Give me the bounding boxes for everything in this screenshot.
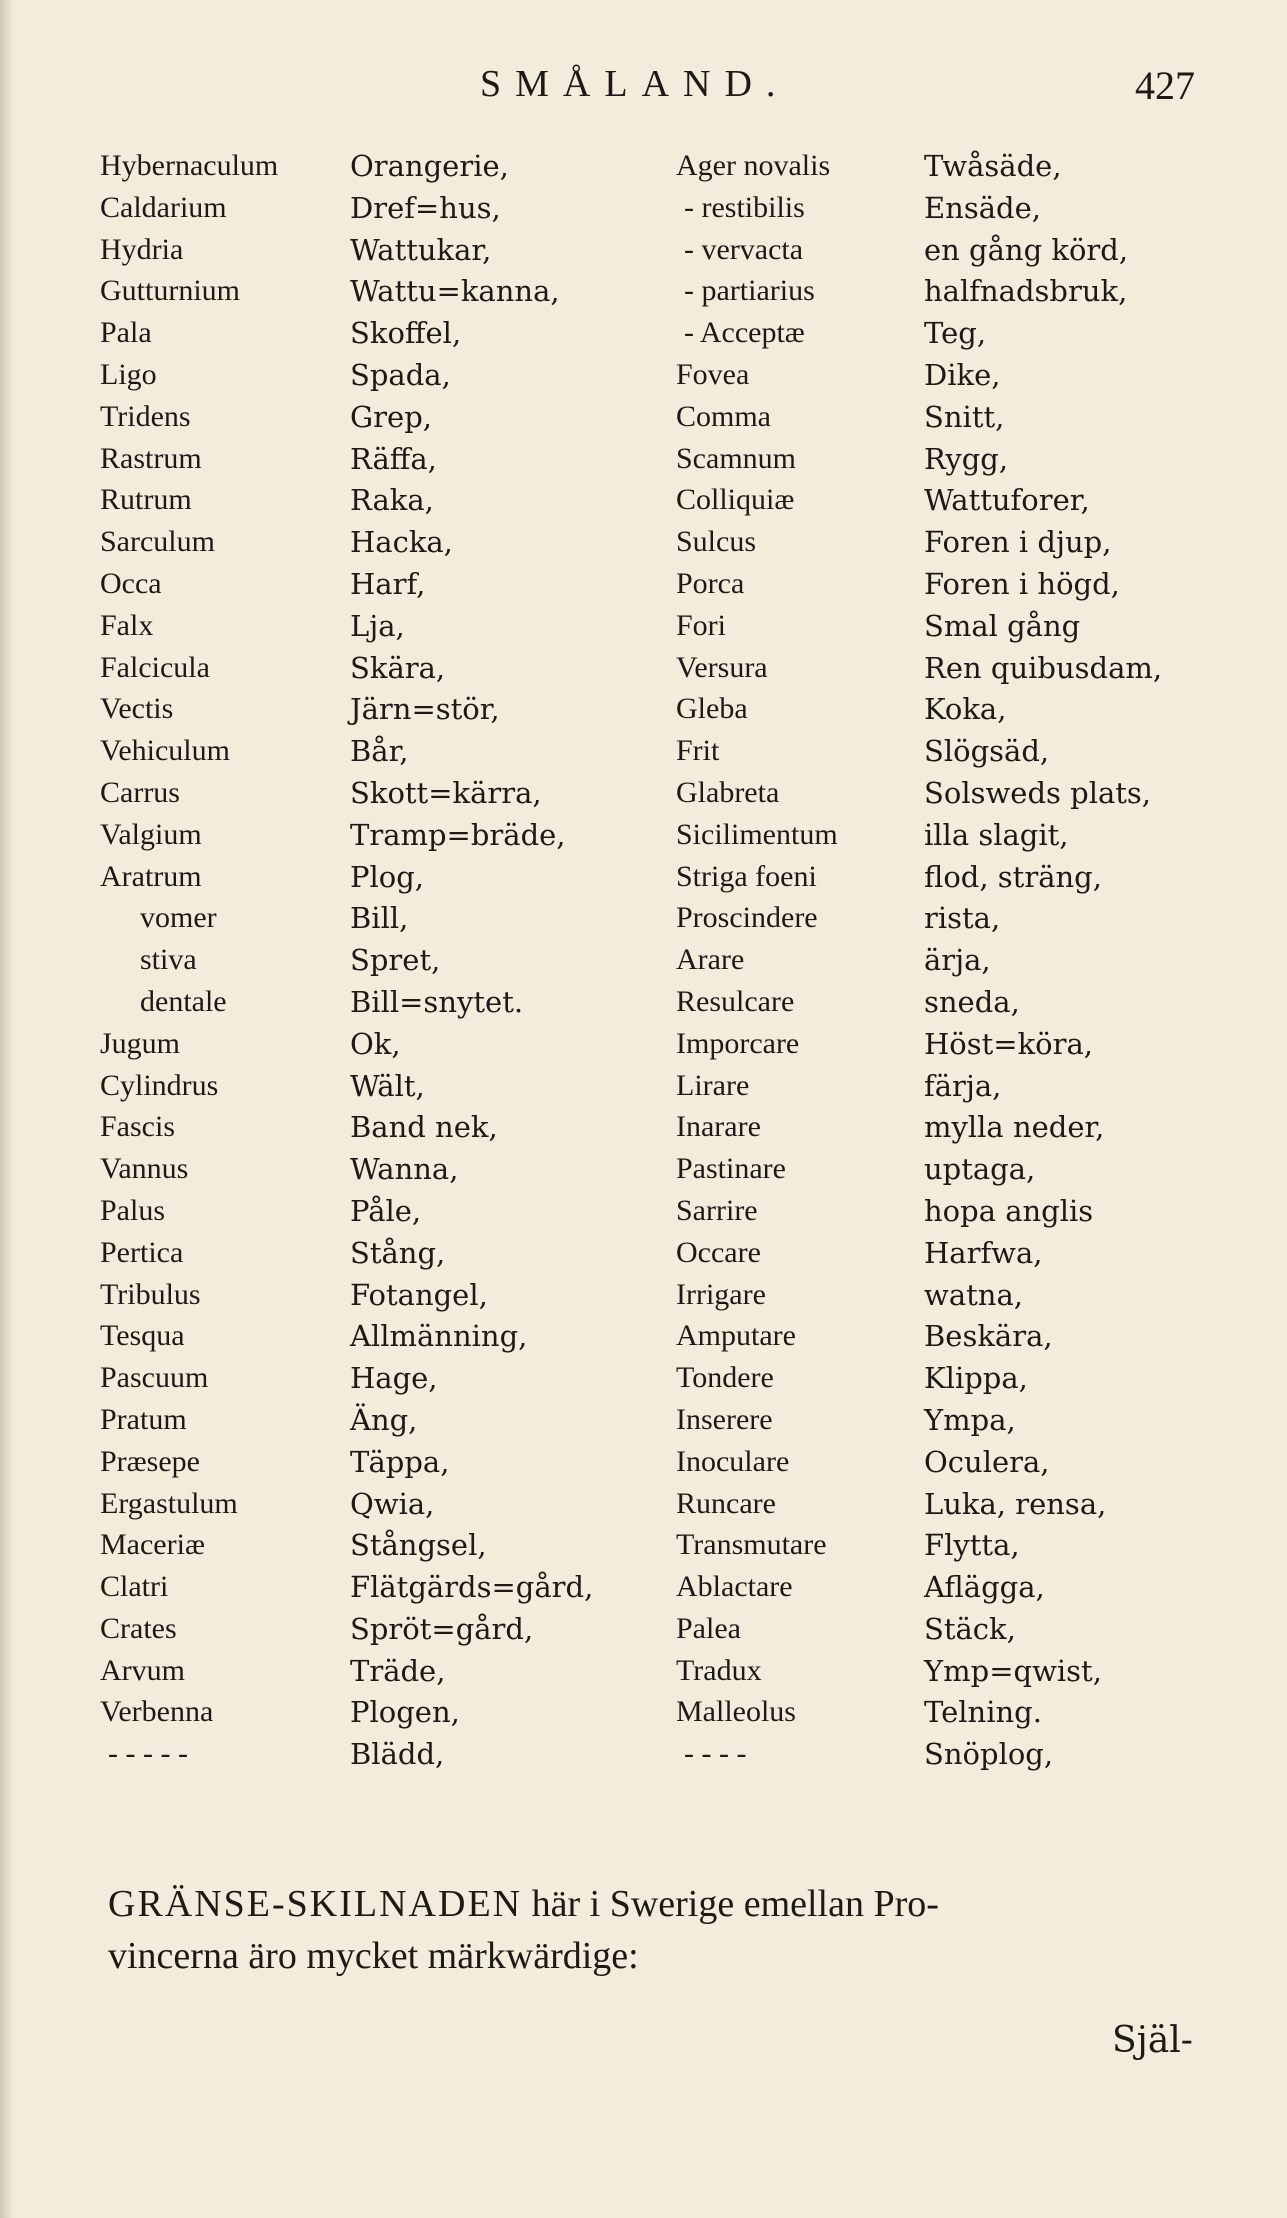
latin-term: - - - - [684,1737,747,1771]
swedish-term: illa slagit, [924,817,1069,852]
vocabulary-row [676,773,1256,815]
latin-term: - Acceptæ [684,316,805,350]
vocabulary-row [676,1400,1256,1442]
vocabulary-row [676,522,1256,564]
swedish-term: Bår, [350,734,409,769]
swedish-term: Smal gång [924,608,1081,643]
latin-term: Transmutare [676,1528,827,1562]
latin-term: Palea [676,1611,741,1645]
vocabulary-row [676,1149,1256,1191]
swedish-term: Klippa, [924,1361,1028,1396]
swedish-term: Oculera, [924,1444,1050,1479]
latin-term: Vannus [100,1152,189,1186]
latin-term: Vehiculum [100,734,230,768]
swedish-term: Hacka, [350,525,453,560]
latin-term: Clatri [100,1570,169,1604]
swedish-term: uptaga, [924,1152,1036,1187]
vocabulary-row [100,355,660,397]
latin-term: Falcicula [100,650,210,684]
swedish-term: Beskära, [924,1319,1053,1354]
latin-term: Carrus [100,775,180,809]
swedish-term: Blädd, [350,1737,445,1772]
vocabulary-row [100,1525,660,1567]
latin-term: Pascuum [100,1361,209,1395]
latin-term: Striga foeni [676,859,817,893]
vocabulary-row [676,982,1256,1024]
vocabulary-row [676,1316,1256,1358]
vocabulary-row [676,480,1256,522]
swedish-term: Plogen, [350,1695,460,1730]
swedish-term: Allmänning, [350,1319,528,1354]
latin-term: Proscindere [676,901,818,935]
vocabulary-row [676,313,1256,355]
vocabulary-row [676,439,1256,481]
swedish-term: Ren quibusdam, [924,650,1163,685]
swedish-term: Aflägga, [924,1570,1045,1605]
swedish-term: Ok, [350,1026,401,1061]
vocabulary-row [100,1442,660,1484]
latin-term: Fovea [676,357,750,391]
latin-term: Hybernaculum [100,149,279,182]
swedish-term: Harfwa, [924,1235,1043,1270]
vocabulary-row [100,940,660,982]
latin-term: Caldarium [100,190,227,224]
vocabulary-row [100,480,660,522]
swedish-term: Raka, [350,483,434,518]
latin-term: - partiarius [684,274,815,308]
latin-term: Pastinare [676,1152,786,1186]
latin-term: Crates [100,1611,177,1645]
latin-term: Arvum [100,1653,185,1687]
swedish-term: Solsweds plats, [924,775,1152,810]
latin-term: Aratrum [100,859,202,893]
vocabulary-row [100,773,660,815]
swedish-term: mylla neder, [924,1110,1105,1145]
latin-term: Ergastulum [100,1486,238,1520]
swedish-term: en gång körd, [924,232,1129,267]
swedish-term: Snitt, [924,399,1005,434]
latin-term: Pratum [100,1402,187,1436]
swedish-term: Dike, [924,357,1001,392]
latin-term: Glabreta [676,775,780,809]
swedish-term: Wattuforer, [924,483,1090,518]
vocabulary-row [676,1484,1256,1526]
vocabulary-row [100,1275,660,1317]
vocabulary-row [676,1525,1256,1567]
swedish-term: Foren i högd, [924,566,1120,601]
paragraph-line-2: vincerna äro mycket märkwärdige: [108,1935,639,1977]
page-number: 427 [1135,63,1195,108]
catchword: Själ- [1112,2020,1193,2061]
vocabulary-row [100,146,660,188]
vocabulary-row [676,1024,1256,1066]
vocabulary-row [100,1651,660,1693]
vocabulary-row [676,1275,1256,1317]
swedish-term: Skära, [350,650,446,685]
vocabulary-row [100,815,660,857]
swedish-term: Qwia, [350,1486,435,1521]
vocabulary-row [676,271,1256,313]
latin-term: Valgium [100,817,202,851]
latin-term: Lirare [676,1068,750,1102]
vocabulary-row [676,940,1256,982]
vocabulary-row [676,1442,1256,1484]
vocabulary-row [676,230,1256,272]
latin-term: Occare [676,1235,761,1269]
vocabulary-row [676,1567,1256,1609]
swedish-term: Tramp=bräde, [350,817,566,852]
vocabulary-row [676,815,1256,857]
vocabulary-row [676,689,1256,731]
latin-term: Sulcus [676,525,757,559]
swedish-term: Stångsel, [350,1528,487,1563]
latin-term: Rastrum [100,441,202,475]
vocabulary-row [100,1066,660,1108]
latin-term: Vectis [100,692,174,726]
vocabulary-row [676,397,1256,439]
swedish-term: Träde, [350,1653,446,1688]
vocabulary-row [100,397,660,439]
latin-term: vomer [140,901,217,935]
vocabulary-row [676,1107,1256,1149]
latin-term: Amputare [676,1319,796,1353]
latin-term: Frit [676,734,720,768]
vocabulary-row [676,606,1256,648]
vocabulary-row [100,1149,660,1191]
vocabulary-row [100,1484,660,1526]
vocabulary-row [676,1609,1256,1651]
vocabulary-row [676,564,1256,606]
swedish-term: rista, [924,901,1001,936]
swedish-term: ärja, [924,943,991,978]
latin-term: Ablactare [676,1570,793,1604]
latin-term: Fori [676,608,727,642]
vocabulary-row [100,1024,660,1066]
vocabulary-row [100,689,660,731]
vocabulary-row [676,188,1256,230]
vocabulary-row [676,1191,1256,1233]
latin-term: Colliquiæ [676,483,795,517]
swedish-term: Twåsäde, [924,149,1062,183]
swedish-term: färja, [924,1068,1002,1103]
vocabulary-row [100,564,660,606]
latin-term: - restibilis [684,190,805,224]
vocabulary-row [100,1316,660,1358]
vocabulary-row [100,1609,660,1651]
latin-term: Runcare [676,1486,776,1520]
swedish-term: Bill, [350,901,409,936]
swedish-term: Koka, [924,692,1007,727]
swedish-term: Ensäde, [924,190,1041,225]
latin-term: Occa [100,566,162,600]
vocabulary-row [100,313,660,355]
swedish-term: watna, [924,1277,1023,1312]
latin-term: dentale [140,984,227,1018]
swedish-term: Plog, [350,859,425,894]
swedish-term: Wält, [350,1068,425,1103]
vocabulary-row [676,355,1256,397]
swedish-term: Luka, rensa, [924,1486,1107,1521]
swedish-term: Ymp=qwist, [924,1653,1102,1688]
swedish-term: Hage, [350,1361,438,1396]
latin-term: - vervacta [684,232,804,266]
swedish-term: flod, sträng, [924,859,1102,894]
latin-term: Tridens [100,399,191,433]
paragraph-text [108,1878,1228,1982]
latin-term: Inarare [676,1110,761,1144]
vocabulary-row [100,731,660,773]
latin-term: Jugum [100,1026,181,1060]
swedish-term: Foren i djup, [924,525,1112,560]
vocabulary-row [100,1692,660,1734]
latin-term: Arare [676,943,745,977]
swedish-term: Lja, [350,608,405,643]
vocabulary-row [100,271,660,313]
latin-term: Tradux [676,1653,762,1687]
swedish-term: Stång, [350,1235,446,1270]
swedish-term: Orangerie, [350,149,509,183]
vocabulary-row [100,1107,660,1149]
swedish-term: sneda, [924,984,1020,1019]
vocabulary-row [100,898,660,940]
swedish-term: Dref=hus, [350,190,501,225]
latin-term: - - - - - [108,1737,188,1771]
vocabulary-row [676,731,1256,773]
latin-term: Fascis [100,1110,175,1144]
latin-term: Sarrire [676,1193,758,1227]
vocabulary-row [676,1358,1256,1400]
latin-term: Inoculare [676,1444,790,1478]
vocabulary-row [100,982,660,1024]
vocabulary-row [100,1734,660,1776]
vocabulary-row [676,1066,1256,1108]
swedish-term: hopa anglis [924,1193,1094,1228]
swedish-term: halfnadsbruk, [924,274,1128,309]
latin-term: Imporcare [676,1026,800,1060]
swedish-term: Skoffel, [350,316,462,351]
vocabulary-row [100,439,660,481]
vocabulary-row [100,1358,660,1400]
latin-term: Tribulus [100,1277,201,1311]
swedish-term: Rygg, [924,441,1009,476]
paragraph-line-1: här i Swerige emellan Pro- [531,1883,939,1925]
latin-term: Sarculum [100,525,215,559]
swedish-term: Järn=stör, [350,692,500,727]
latin-term: Scamnum [676,441,796,475]
vocabulary-row [100,606,660,648]
vocabulary-row [100,857,660,899]
swedish-term: Räffa, [350,441,437,476]
swedish-term: Fotangel, [350,1277,488,1312]
vocabulary-row [100,1400,660,1442]
swedish-term: Skott=kärra, [350,775,542,810]
latin-term: Cylindrus [100,1068,219,1102]
latin-term: Maceriæ [100,1528,205,1562]
vocabulary-row [676,857,1256,899]
latin-term: Tondere [676,1361,774,1395]
swedish-term: Flytta, [924,1528,1020,1563]
latin-term: Tesqua [100,1319,185,1353]
latin-term: Falx [100,608,154,642]
swedish-term: Slögsäd, [924,734,1050,769]
latin-term: Ager novalis [676,149,831,182]
right-vocabulary-column [676,146,1256,1776]
latin-term: Præsepe [100,1444,200,1478]
latin-term: stiva [140,943,197,977]
latin-term: Sicilimentum [676,817,838,851]
swedish-term: Spada, [350,357,451,392]
latin-term: Verbenna [100,1695,214,1729]
swedish-term: Telning. [924,1695,1042,1730]
swedish-term: Band nek, [350,1110,498,1145]
swedish-term: Snöplog, [924,1737,1054,1772]
binding-edge [0,0,14,2218]
swedish-term: Wanna, [350,1152,459,1187]
latin-term: Hydria [100,232,184,266]
vocabulary-row [100,188,660,230]
swedish-term: Spret, [350,943,441,978]
swedish-term: Grep, [350,399,432,434]
vocabulary-row [676,1734,1256,1776]
swedish-term: Harf, [350,566,426,601]
vocabulary-row [100,1233,660,1275]
latin-term: Porca [676,566,745,600]
running-head-title: SMÅLAND. [480,63,790,105]
left-vocabulary-column [100,146,660,1776]
vocabulary-row [676,1233,1256,1275]
latin-term: Rutrum [100,483,192,517]
latin-term: Ligo [100,357,157,391]
vocabulary-row [100,648,660,690]
swedish-term: Påle, [350,1193,422,1228]
swedish-term: Äng, [350,1402,418,1437]
vocabulary-row [100,522,660,564]
latin-term: Gleba [676,692,748,726]
vocabulary-row [676,648,1256,690]
swedish-term: Bill=snytet. [350,984,524,1019]
vocabulary-row [676,898,1256,940]
latin-term: Irrigare [676,1277,766,1311]
latin-term: Resulcare [676,984,795,1018]
latin-term: Comma [676,399,771,433]
swedish-term: Wattu=kanna, [350,274,560,309]
latin-term: Pala [100,316,152,350]
latin-term: Inserere [676,1402,773,1436]
latin-term: Palus [100,1193,166,1227]
vocabulary-row [100,230,660,272]
swedish-term: Flätgärds=gård, [350,1570,594,1605]
swedish-term: Wattukar, [350,232,492,267]
swedish-term: Höst=köra, [924,1026,1093,1061]
latin-term: Pertica [100,1235,184,1269]
swedish-term: Täppa, [350,1444,450,1479]
swedish-term: Teg, [924,316,987,351]
vocabulary-row [676,146,1256,188]
swedish-term: Spröt=gård, [350,1611,534,1646]
paragraph-heading-caps: GRÄNSE-SKILNADEN [108,1883,523,1925]
latin-term: Gutturnium [100,274,240,308]
vocabulary-row [100,1191,660,1233]
vocabulary-row [676,1692,1256,1734]
vocabulary-row [100,1567,660,1609]
latin-term: Versura [676,650,768,684]
swedish-term: Ympa, [924,1402,1016,1437]
vocabulary-row [676,1651,1256,1693]
swedish-term: Stäck, [924,1611,1016,1646]
latin-term: Malleolus [676,1695,796,1729]
